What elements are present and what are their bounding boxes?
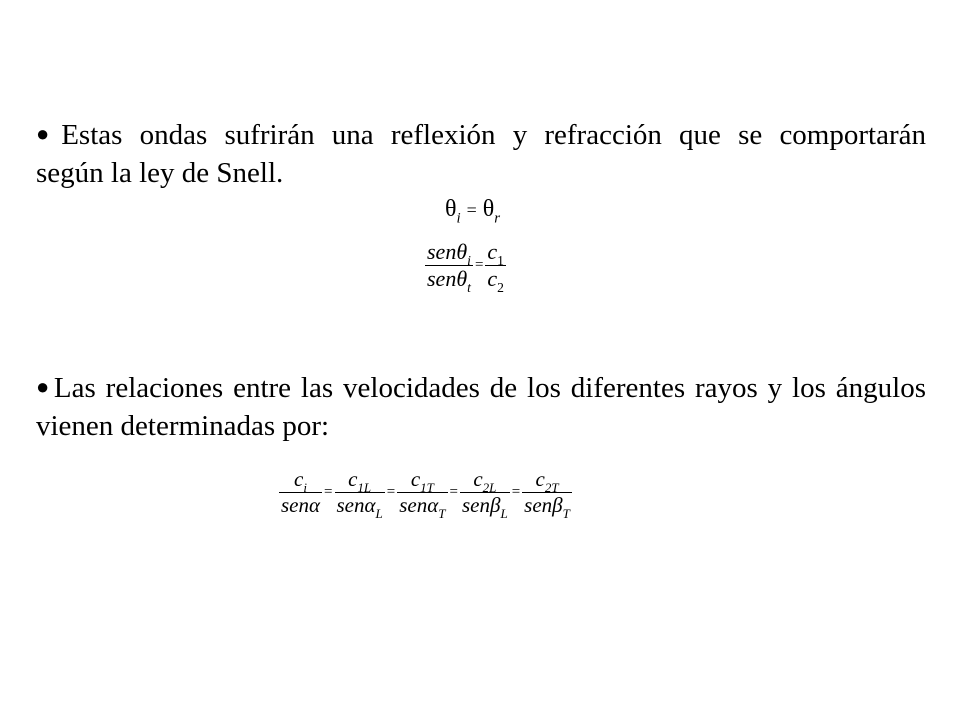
equation-reflection-law bbox=[445, 196, 501, 227]
velocity-fraction bbox=[460, 467, 510, 521]
bullet-icon: ● bbox=[36, 374, 52, 399]
snell-right-fraction bbox=[485, 239, 506, 296]
snell-left-denominator bbox=[425, 266, 473, 296]
velocity-fraction-denominator bbox=[522, 493, 572, 521]
velocity-fraction-numerator bbox=[460, 468, 510, 493]
velocity-fraction-denominator bbox=[279, 493, 322, 517]
paragraph-velocities-text1: Las relaciones entre las velocidades de los diferentes rayos y los ángulos bbox=[53, 372, 926, 404]
velocity-fraction-denominator bbox=[460, 493, 510, 521]
angle-subscript: T bbox=[438, 505, 446, 521]
paragraph-velocities bbox=[36, 370, 926, 445]
c-2-sub: 2 bbox=[497, 280, 504, 296]
velocity-subscript: i bbox=[303, 479, 307, 495]
equals-sign: = bbox=[466, 200, 477, 220]
c-1-sub: 1 bbox=[497, 253, 504, 269]
sine-of-angle: senβ bbox=[524, 493, 563, 518]
velocity-fraction-denominator bbox=[335, 493, 385, 521]
sen-theta-t: senθ bbox=[427, 266, 468, 292]
theta-reflected: θ bbox=[482, 196, 495, 222]
velocity-symbol: c bbox=[348, 467, 358, 491]
equals-sign: = bbox=[474, 257, 484, 274]
velocity-subscript: 1L bbox=[357, 479, 372, 495]
paragraph-snell-text2: según la ley de Snell. bbox=[36, 157, 284, 189]
velocity-fraction-numerator bbox=[397, 468, 447, 493]
velocity-symbol: c bbox=[535, 467, 545, 491]
bullet-icon: ● bbox=[36, 121, 60, 146]
snell-left-numerator bbox=[425, 239, 473, 269]
paragraph-velocities-text2: vienen determinadas por: bbox=[36, 410, 330, 442]
velocity-fraction-numerator bbox=[335, 468, 385, 493]
velocity-fraction bbox=[335, 467, 385, 521]
theta-reflected-sub: r bbox=[494, 210, 501, 227]
equals-sign: = bbox=[449, 484, 458, 501]
equation-velocity-relations bbox=[279, 467, 572, 521]
velocity-fraction-numerator bbox=[279, 468, 322, 493]
equals-sign: = bbox=[386, 484, 396, 501]
c-1: c bbox=[487, 239, 498, 264]
paragraph-snell-text1: Estas ondas sufrirán una reflexión y refracción que se comportarán bbox=[61, 119, 926, 151]
paragraph-snell bbox=[36, 117, 926, 192]
angle-subscript: T bbox=[562, 505, 570, 521]
velocity-fraction bbox=[397, 467, 447, 521]
sine-of-angle: senα bbox=[281, 493, 321, 518]
equals-sign: = bbox=[324, 484, 333, 501]
snell-left-fraction bbox=[425, 239, 473, 296]
sen-theta-t-sub: t bbox=[467, 280, 471, 296]
velocity-symbol: c bbox=[294, 467, 304, 491]
snell-right-numerator bbox=[485, 239, 506, 269]
sine-of-angle: senβ bbox=[462, 493, 501, 518]
sine-of-angle: senα bbox=[336, 493, 376, 518]
velocity-fraction bbox=[279, 468, 322, 517]
paragraph-velocities-line1 bbox=[36, 370, 926, 408]
equation-snell-law bbox=[425, 239, 506, 296]
equals-sign: = bbox=[511, 484, 521, 501]
sen-theta-i: senθ bbox=[427, 239, 468, 264]
c-2: c bbox=[487, 266, 498, 292]
theta-incident-sub: i bbox=[456, 210, 461, 227]
velocity-fraction-denominator bbox=[397, 493, 447, 521]
velocity-subscript: 2L bbox=[482, 479, 497, 495]
sen-theta-i-sub: i bbox=[467, 253, 471, 269]
velocity-fraction-numerator bbox=[522, 468, 572, 493]
velocity-subscript: 1T bbox=[420, 479, 434, 495]
velocity-symbol: c bbox=[410, 467, 421, 491]
velocity-symbol: c bbox=[473, 467, 483, 491]
velocity-fraction bbox=[522, 467, 572, 521]
snell-right-denominator bbox=[485, 266, 506, 296]
paragraph-snell-line1 bbox=[36, 117, 926, 155]
velocity-subscript: 2T bbox=[544, 479, 559, 495]
angle-subscript: L bbox=[375, 505, 383, 521]
sine-of-angle: senα bbox=[399, 493, 439, 518]
angle-subscript: L bbox=[500, 505, 508, 521]
theta-incident: θ bbox=[445, 196, 457, 222]
